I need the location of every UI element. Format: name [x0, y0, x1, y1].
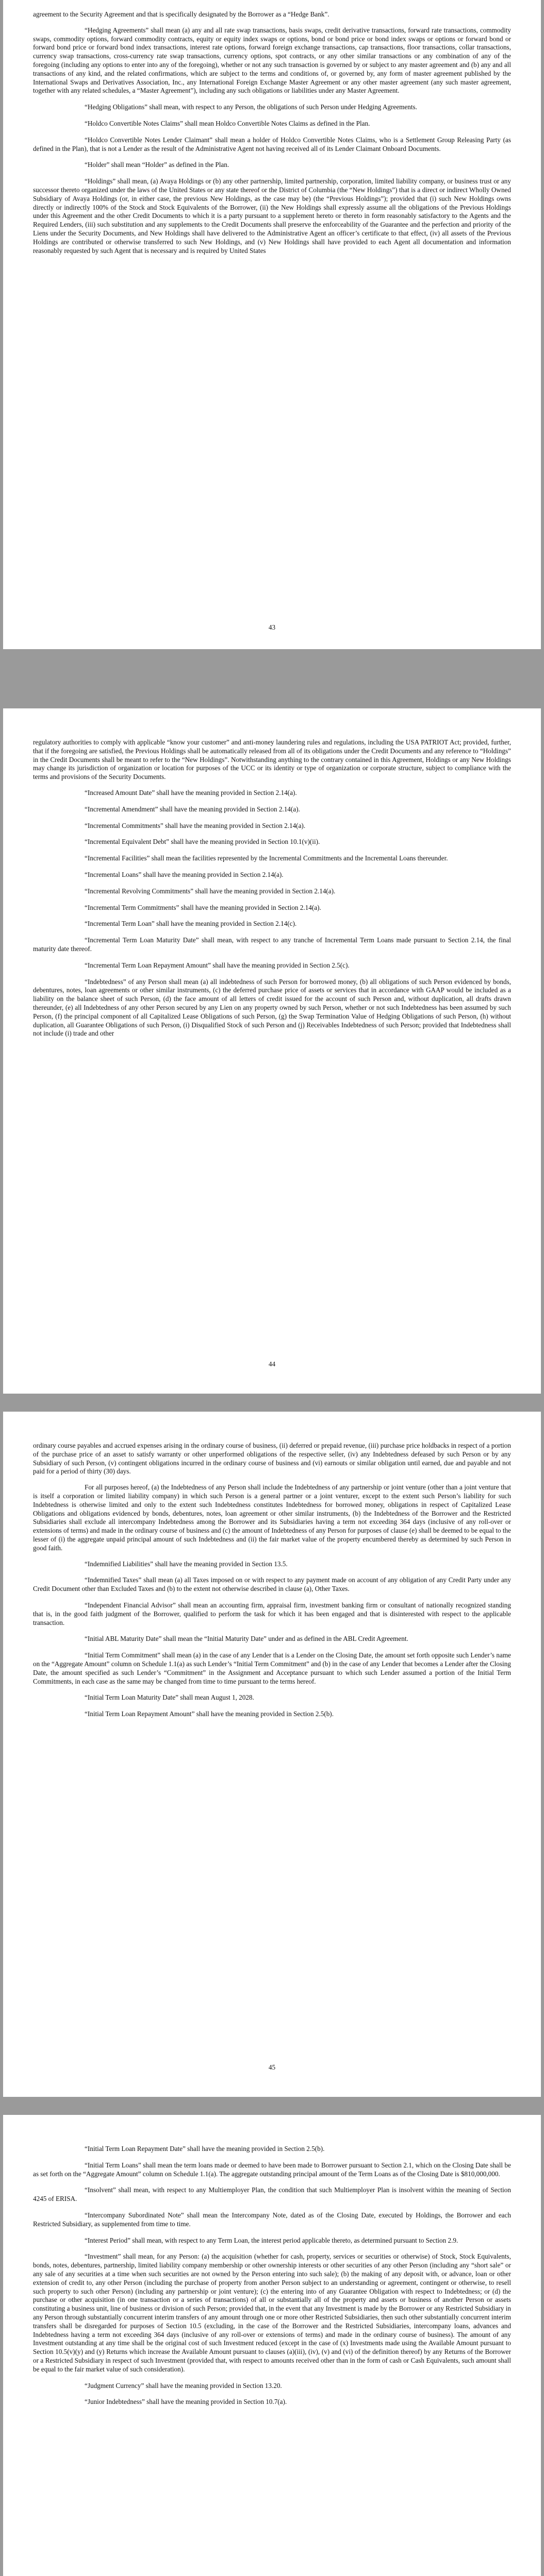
defined-term: “Increased Amount Date”	[85, 788, 155, 796]
definition-text: shall have the meaning provided in Section 2.14(a).	[163, 821, 306, 829]
defined-term: “Incremental Equivalent Debt”	[85, 838, 170, 846]
definition-text: shall mean, with respect to any tranche of Incremental Term Loans made pursuant to Section 2.14, the final maturity date thereof.	[33, 936, 512, 953]
page-body	[33, 738, 511, 1038]
definition-text: shall have the meaning provided in Section 13.20.	[144, 2381, 282, 2389]
definition-text: shall have the meaning provided in Section 2.14(a).	[141, 870, 284, 878]
definition-paragraph	[33, 904, 511, 912]
definition-paragraph	[33, 161, 511, 170]
defined-term: “Judgment Currency”	[85, 2381, 144, 2389]
definition-paragraph	[33, 2398, 511, 2406]
definition-paragraph	[33, 822, 511, 831]
defined-term: “Holder”	[85, 161, 110, 169]
defined-term: “Investment”	[85, 2252, 121, 2261]
definition-paragraph	[33, 1601, 511, 1627]
definition-text: shall mean (a) all Taxes imposed on or with respect to any payment made on account of any obligation of any Credit Party under any Credit Document other than Excluded Taxes and (b) to the extent not otherwise described in clause (a), Other Taxes.	[33, 1576, 511, 1593]
defined-term: “Incremental Commitments”	[85, 821, 163, 829]
definition-paragraph	[33, 978, 511, 1039]
definition-text: shall have the meaning provided in Section 10.7(a).	[144, 2398, 287, 2406]
continued-paragraph: agreement to the Security Agreement and that is specifically designated by the Borrower as a “Hedge Bank”.	[33, 10, 329, 18]
page-number: 45	[268, 2063, 276, 2071]
definition-text: shall have the meaning provided in Section 2.5(b).	[194, 1710, 334, 1718]
page-number: 43	[268, 623, 276, 631]
definition-paragraph	[33, 854, 511, 863]
defined-term: “Indebtedness”	[85, 977, 126, 986]
defined-term: “Interest Period”	[85, 2236, 130, 2244]
definition-text: shall have the meaning provided in Section 2.14(a).	[155, 788, 297, 796]
document-page	[3, 1412, 541, 2097]
definition-paragraph	[33, 103, 511, 112]
definition-text: shall mean, (a) Avaya Holdings or (b) any other partnership, limited partnership, corporation, limited liability company, or business trust or any successor thereto organized under the laws of the United States or any state thereof or the District of Columbia (the “New Holdings”) that is a direct or indirect Wholly Owned Subsidiary of Avaya Holdings (or, in either case, the previous New Holdings, as the case may be) (the “Previous Holdings”); provided that (i) such New Holdings owns directly or indirectly 100% of the Stock and Stock Equivalents of the Borrower, (ii) the New Holdings shall expressly assume all the obligations of the Previous Holdings under this Agreement and the other Credit Documents to which it is a party pursuant to a supplement hereto or thereto in form reasonably satisfactory to the Agents and the Required Lenders, (iii) such substitution and any supplements to the Credit Documents shall preserve the enforceability of the Guarantee and the perfection and priority of the Liens under the Security Documents, and New Holdings shall have delivered to the Administrative Agent an officer’s certificate to that effect, (iv) all assets of the Previous Holdings are contributed or otherwise transferred to such New Holdings, and (v) New Holdings shall have provided to each Agent all documentation and information reasonably requested by such Agent that is necessary and is required by United States	[33, 177, 511, 255]
definition-text: shall have the meaning provided in Section 2.14(a).	[179, 903, 321, 911]
definition-paragraph	[33, 2186, 511, 2204]
definition-paragraph	[33, 26, 511, 95]
defined-term: “Initial Term Loan Repayment Amount”	[85, 1710, 195, 1718]
definition-text: of any Person shall mean (a) all indebtedness of such Person for borrowed money, (b) all obligations of such Person evidenced by bonds, debentures, notes, loan agreements or other similar instruments, (c) the deferred purchase price of assets or services that in accordance with GAAP would be included as a liability on the balance sheet of such Person, (d) the face amount of all letters of credit issued for the account of such Person and, without duplication, all drafts drawn thereunder, (e) all Indebtedness of any other Person secured by any Lien on any property owned by such Person, whether or not such Indebtedness has been assumed by such Person, (f) the principal component of all Capitalized Lease Obligations of such Person, (g) the Swap Termination Value of Hedging Obligations of such Person, (h) without duplication, all Guarantee Obligations of such Person, (i) Disqualified Stock of such Person and (j) Receivables Indebtedness of such Person; provided that Indebtedness shall not include (i) trade and other	[33, 977, 511, 1038]
definition-text: shall mean (a) in the case of any Lender that is a Lender on the Closing Date, the amount set forth opposite such Lender’s name on the “Aggregate Amount” column on Schedule 1.1(a) as such Lender’s “Initial Term Commitment” and (b) in the case of any Lender that becomes a Lender after the Closing Date, the amount specified as such Lender’s “Commitment” in the Assignment and Acceptance pursuant to which such Lender assumed a portion of the Initial Term Commitments, in each case as the same may be changed from time to time pursuant to the terms hereof.	[33, 1651, 511, 1685]
definition-paragraph	[33, 2145, 511, 2154]
defined-term: “Hedging Agreements”	[85, 26, 149, 34]
definition-paragraph	[33, 805, 511, 814]
document-page	[3, 2115, 541, 2576]
defined-term: “Holdings”	[85, 177, 116, 185]
defined-term: “Hedging Obligations”	[85, 103, 147, 111]
page-number: 44	[268, 1360, 276, 1368]
defined-term: “Incremental Facilities”	[85, 854, 150, 862]
definition-text: shall mean, with respect to any Term Loan, the interest period applicable thereto, as determined pursuant to Section 2.9.	[130, 2236, 458, 2244]
defined-term: “Initial ABL Maturity Date”	[85, 1635, 162, 1643]
defined-term: “Insolvent”	[85, 2186, 116, 2194]
definition-paragraph	[33, 2211, 511, 2229]
definition-text: shall have the meaning provided in Section 2.5(c).	[210, 961, 350, 969]
defined-term: “Initial Term Loan Maturity Date”	[85, 1693, 178, 1702]
definition-paragraph	[33, 2236, 511, 2245]
document-page	[3, 0, 541, 649]
definition-text: shall have the meaning provided in Section 10.1(v)(ii).	[169, 838, 320, 846]
definition-paragraph	[33, 1635, 511, 1643]
definition-paragraph	[33, 1576, 511, 1594]
defined-term: “Holdco Convertible Notes Lender Claimant”	[85, 135, 213, 144]
definition-text: shall mean (a) any and all rate swap transactions, basis swaps, credit derivative transactions, forward rate transactions, commodity swaps, commodity options, forward commodity contracts, equity or equity index swaps or options, bond or bond price or bond index swaps or options or forward bond or forward bond price or forward bond index transactions, interest rate options, forward foreign exchange transactions, cap transactions, floor transactions, collar transactions, currency swap transactions, cross-currency rate swap transactions, currency options, spot contracts, or any other similar transactions or any combination of any of the foregoing (including any options to enter into any of the foregoing), whether or not any such transaction is governed by or subject to any master agreement and (b) any and all transactions of any kind, and the related confirmations, which are subject to the terms and conditions of, or governed by, any form of master agreement published by the International Swaps and Derivatives Association, Inc., any International Foreign Exchange Master Agreement or any other master agreement (any such master agreement, together with any related schedules, a “Master Agreement”), including any such obligations or liabilities under any Master Agreement.	[33, 26, 511, 95]
definition-paragraph	[33, 961, 511, 970]
defined-term: “Incremental Term Commitments”	[85, 903, 179, 911]
defined-term: “Junior Indebtedness”	[85, 2398, 145, 2406]
definition-text: shall have the meaning provided in Section 13.5.	[153, 1560, 288, 1568]
defined-term: “Indemnified Liabilities”	[85, 1560, 153, 1568]
definition-paragraph	[33, 120, 511, 128]
definition-paragraph	[33, 177, 511, 255]
definition-text: shall have the meaning provided in Section 2.5(b).	[185, 2145, 325, 2153]
definition-text: shall mean the facilities represented by the Incremental Commitments and the Incremental Loans thereunder.	[150, 854, 448, 862]
definition-paragraph	[33, 887, 511, 896]
continued-paragraph: regulatory authorities to comply with applicable “know your customer” and anti-money laundering rules and regulations, including the USA PATRIOT Act; provided, further, that if the foregoing are satisfied, the Previous Holdings shall be automatically released from all of its obligations under the Credit Documents and any reference to “Holdings” in the Credit Documents shall be meant to refer to the “New Holdings”. Notwithstanding anything to the contrary contained in this Agreement, Holdings or any New Holdings may change its jurisdiction of organization or location for purposes of the UCC or its identity or type of organization or corporate structure, subject to compliance with the terms and provisions of the Security Documents.	[33, 738, 511, 781]
definition-paragraph	[33, 1710, 511, 1719]
definition-paragraph	[33, 1651, 511, 1686]
definition-paragraph	[33, 920, 511, 928]
definition-text: shall mean August 1, 2028.	[178, 1693, 254, 1702]
continued-paragraph: ordinary course payables and accrued expenses arising in the ordinary course of business, (ii) deferred or prepaid revenue, (iii) purchase price holdbacks in respect of a portion of the purchase price of an asset to satisfy warranty or other unperformed obligations of the respective seller, (iv) any Indebtedness defeased by such Person or by any Subsidiary of such Person, (v) contingent obligations incurred in the ordinary course of business and (vi) earnouts or similar obligation until earned, due and payable and not paid for a period of thirty (30) days.	[33, 1442, 511, 1476]
page-body	[33, 10, 511, 255]
definition-paragraph	[33, 2382, 511, 2391]
definition-paragraph	[33, 838, 511, 846]
defined-term: “Initial Term Loan Repayment Date”	[85, 2145, 186, 2153]
definition-text: shall have the meaning provided in Section 2.14(a).	[193, 887, 336, 895]
definition-text: shall have the meaning provided in Section 2.14(a).	[158, 805, 300, 813]
definition-text: shall mean, with respect to any Person, the obligations of such Person under Hedging Agreements.	[147, 103, 417, 111]
defined-term: “Incremental Revolving Commitments”	[85, 887, 193, 895]
defined-term: “Initial Term Commitment”	[85, 1651, 161, 1659]
definition-paragraph	[33, 789, 511, 798]
definition-paragraph	[33, 2252, 511, 2374]
definition-text: shall mean an accounting firm, appraisal firm, investment banking firm or consultant of nationally recognized standing that is, in the good faith judgment of the Borrower, qualified to perform the task for which it has been engaged and that is disinterested with respect to the applicable transaction.	[33, 1601, 511, 1626]
defined-term: “Holdco Convertible Notes Claims”	[85, 119, 183, 127]
defined-term: “Incremental Term Loan Maturity Date”	[85, 936, 199, 944]
defined-term: “Incremental Amendment”	[85, 805, 158, 813]
page-body	[33, 1442, 511, 1719]
definition-paragraph	[33, 936, 511, 954]
document-page	[3, 708, 541, 1394]
definition-paragraph	[33, 1560, 511, 1569]
defined-term: “Independent Financial Advisor”	[85, 1601, 176, 1609]
definition-text: shall mean, with respect to any Multiemployer Plan, the condition that such Multiemployer Plan is insolvent within the meaning of Section 4245 of ERISA.	[33, 2186, 511, 2203]
defined-term: “Intercompany Subordinated Note”	[85, 2211, 184, 2219]
definition-text: shall mean “Holder” as defined in the Plan.	[109, 161, 229, 169]
definition-paragraph	[33, 2161, 511, 2179]
definition-text: shall mean, for any Person: (a) the acquisition (whether for cash, property, services or securities or otherwise) of Stock, Stock Equivalents, bonds, notes, debentures, partnership, limited liability company membership or other ownership interests or other securities of any other Person (including any “short sale” or any sale of any securities at a time when such securities are not owned by the Person entering into such sale); (b) the making of any deposit with, or advance, loan or other extension of credit to, any other Person (including the purchase of property from another Person subject to an understanding or agreement, contingent or otherwise, to resell such property to such other Person) (including any partnership or joint venture); (c) the entering into of any Guarantee Obligation with respect to Indebtedness; or (d) the purchase or other acquisition (in one transaction or a series of transactions) of all or substantially all of the property and assets or business of another Person or assets constituting a business unit, line of business or division of such Person; provided that, in the event that any Investment is made by the Borrower or any Restricted Subsidiary in any Person through substantially concurrent interim transfers of any amount through one or more other Restricted Subsidiaries, then such other substantially concurrent interim transfers shall be disregarded for purposes of Section 10.5 (excluding, in the case of the Borrower and the Restricted Subsidiaries, intercompany loans, advances and Indebtedness having a term not exceeding 364 days (inclusive of any roll-over or extensions of terms) and made in the ordinary course of business). The amount of any Investment outstanding at any time shall be the original cost of such Investment reduced (except in the case of (x) Investments made using the Available Amount pursuant to Section 10.5(v)(y) and (y) Returns which increase the Available Amount pursuant to clauses (a)(iii), (iv), (v) and (vi) of the definition thereof) by any Returns of the Borrower or a Restricted Subsidiary in respect of such Investment (provided that, with respect to amounts received other than in the form of cash or Cash Equivalents, such amount shall be equal to the fair market value of such consideration).	[33, 2252, 511, 2373]
definition-text: shall have the meaning provided in Section 2.14(c).	[154, 920, 297, 928]
defined-term: “Incremental Term Loan”	[85, 920, 155, 928]
defined-term: “Incremental Term Loan Repayment Amount”	[85, 961, 211, 969]
body-paragraph: For all purposes hereof, (a) the Indebtedness of any Person shall include the Indebtedness of any partnership or joint venture (other than a joint venture that is itself a corporation or limited liability company) in which such Person is a general partner or a joint venturer, except to the extent such Person’s liability for such Indebtedness is otherwise limited and only to the extent such Indebtedness constitutes Indebtedness for borrowed money, obligations in respect of Capitalized Lease Obligations and obligations evidenced by bonds, debentures, notes, loan agreement or other similar instruments, (b) the Indebtedness of the Borrower and the Restricted Subsidiaries shall exclude all intercompany Indebtedness among the Borrower and its Subsidiaries having a term not exceeding 364 days (inclusive of any roll-over or extensions of terms) and made in the ordinary course of business and (c) the amount of Indebtedness of any Person for purposes of clause (e) shall be deemed to be equal to the lesser of (i) the aggregate unpaid principal amount of such Indebtedness and (ii) the fair market value of the property encumbered thereby as determined by such Person in good faith.	[33, 1483, 511, 1552]
defined-term: “Incremental Loans”	[85, 870, 142, 878]
definition-text: shall mean Holdco Convertible Notes Claims as defined in the Plan.	[183, 119, 370, 127]
definition-paragraph	[33, 1693, 511, 1702]
page-body	[33, 2145, 511, 2406]
defined-term: “Indemnified Taxes”	[85, 1576, 142, 1584]
definition-text: shall mean the “Initial Maturity Date” under and as defined in the ABL Credit Agreement.	[161, 1635, 408, 1643]
definition-paragraph	[33, 871, 511, 879]
definition-paragraph	[33, 136, 511, 154]
definition-text: shall mean a holder of Holdco Convertible Notes Claims, who is a Settlement Group Releasing Party (as defined in the Plan), that is not a Lender as the result of the Administrative Agent not having received all of its Lender Claimant Onboard Documents.	[33, 135, 512, 152]
defined-term: “Initial Term Loans”	[85, 2161, 141, 2169]
definition-text: shall mean the Intercompany Note, dated as of the Closing Date, executed by Holdings, the Borrower and each Restricted Subsidiary, as supplemented from time to time.	[33, 2211, 511, 2228]
definition-text: shall mean the term loans made or deemed to have been made to Borrower pursuant to Section 2.1, which on the Closing Date shall be as set forth on the “Aggregate Amount” column on Schedule 1.1(a). The aggregate outstanding principal amount of the Term Loans as of the Closing Date is $810,000,000.	[33, 2161, 511, 2178]
